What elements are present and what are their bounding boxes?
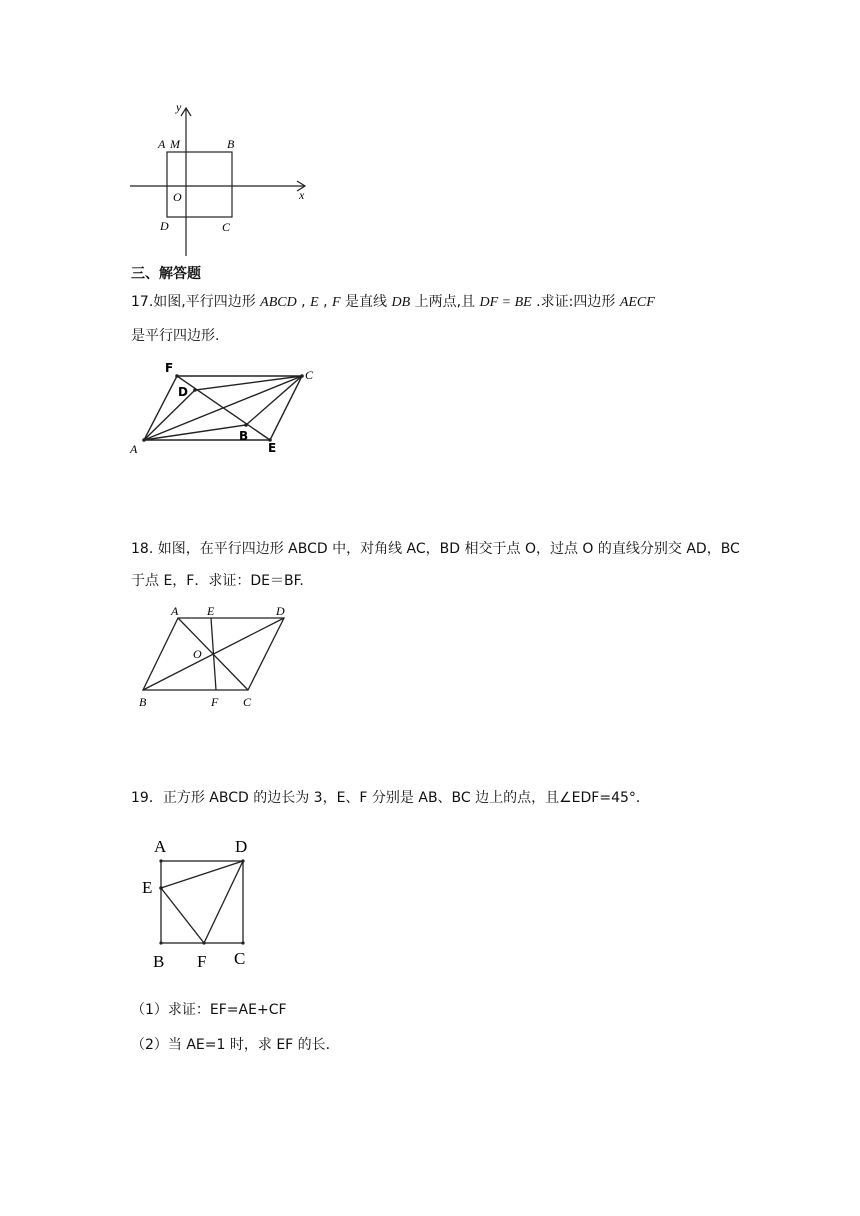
figure-q17 <box>125 358 335 463</box>
q17-sep2: , <box>318 294 333 310</box>
q18-line1: 18. 如图，在平行四边形 ABCD 中，对角线 AC，BD 相交于点 O，过点 O 的直线分别交 AD，BC <box>131 541 740 557</box>
q19-label-D: D <box>235 837 248 856</box>
q19-part2: （2）当 AE=1 时，求 EF 的长． <box>131 1037 340 1053</box>
q17-eq: DF = BE <box>479 295 532 310</box>
q17-label-A: A <box>130 442 138 456</box>
q17-label-B: B <box>239 429 249 443</box>
q18-label-O: O <box>193 647 202 661</box>
q19-label-C: C <box>234 949 246 968</box>
q17-mid3: .求证:四边形 <box>531 294 620 310</box>
label-x: x <box>299 188 305 202</box>
q18-line-ef <box>211 618 216 690</box>
q17-e: E <box>310 295 319 310</box>
q19-point-B <box>159 941 162 944</box>
q18-label-C: C <box>243 695 252 709</box>
q17-mid: 是直线 <box>340 294 392 310</box>
q17-label-E: E <box>268 441 277 455</box>
q19-label-A: A <box>154 837 167 856</box>
label-A: A <box>158 137 166 151</box>
q18-line2: 于点 E，F．求证：DE＝BF. <box>131 573 304 589</box>
q17-point-D <box>193 388 197 392</box>
q19-point-F <box>202 941 205 944</box>
q17-label-C: C <box>305 368 314 382</box>
q17-line1 <box>131 292 655 313</box>
q18-label-D: D <box>276 604 285 618</box>
section-title: 三、解答题 <box>131 266 201 282</box>
figure-q18 <box>135 600 295 712</box>
q19-point-E <box>159 886 163 890</box>
label-y: y <box>176 100 182 114</box>
label-D: D <box>160 219 169 233</box>
q18-label-E: E <box>207 604 215 618</box>
q17-line-ac <box>144 376 302 440</box>
label-M: M <box>170 137 180 151</box>
q18-label-F: F <box>211 695 219 709</box>
q17-f: F <box>332 295 341 310</box>
q17-label-F: F <box>165 361 174 375</box>
q17-point-A <box>142 438 146 442</box>
q17-line2: 是平行四边形. <box>131 328 220 344</box>
q17-prefix: 17.如图,平行四边形 <box>131 294 261 310</box>
label-C: C <box>222 220 231 234</box>
q18-label-A: A <box>171 604 179 618</box>
q19-label-B: B <box>153 952 165 971</box>
q19-line1: 19．正方形 ABCD 的边长为 3，E、F 分别是 AB、BC 边上的点，且∠EDF=45°． <box>131 790 650 806</box>
q17-point-F <box>175 374 179 378</box>
q19-square-abcd <box>161 861 243 943</box>
q19-triangle-edf <box>161 861 243 943</box>
q17-mid2: 上两点,且 <box>410 294 480 310</box>
q17-aecf: AECF <box>619 295 655 310</box>
q19-label-E: E <box>142 878 153 897</box>
square-abcd <box>167 152 232 217</box>
figure-square-axes <box>120 96 320 266</box>
q17-point-C <box>300 374 304 378</box>
q17-point-B <box>244 423 248 427</box>
label-B: B <box>227 137 235 151</box>
q17-label-D: D <box>178 385 188 399</box>
figure-q19 <box>138 832 258 974</box>
q19-point-C <box>241 941 244 944</box>
q19-label-F: F <box>197 952 207 971</box>
q18-label-B: B <box>139 695 147 709</box>
q17-sep1: , <box>296 294 311 310</box>
q19-part1: （1）求证：EF=AE+CF <box>131 1002 287 1018</box>
q17-db: DB <box>391 295 411 310</box>
label-O: O <box>173 190 182 204</box>
q19-point-A <box>159 859 162 862</box>
q19-point-D <box>241 859 244 862</box>
q17-abcd: ABCD <box>260 295 297 310</box>
